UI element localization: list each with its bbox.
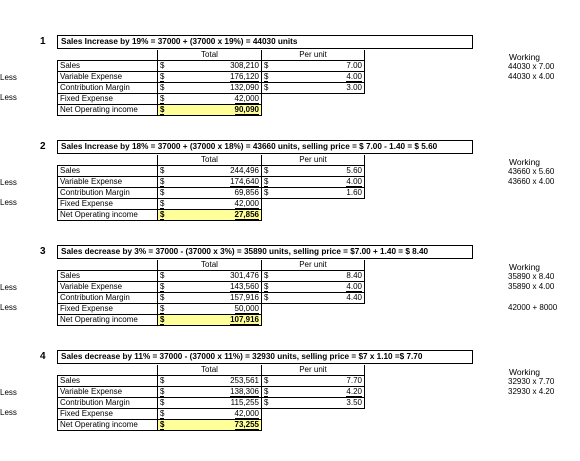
scenario-number: 1 <box>40 36 46 47</box>
per-unit-header: Per unit <box>262 155 365 166</box>
working-sales: 32930 x 7.70 <box>508 377 555 386</box>
row-label: Variable Expense <box>58 387 158 398</box>
total-header: Total <box>158 260 262 271</box>
working-header: Working <box>509 52 541 62</box>
working-header: Working <box>509 157 541 167</box>
total-cell: 244,496 <box>172 166 262 177</box>
less-label: Less <box>0 283 17 292</box>
per-unit-header: Per unit <box>262 50 365 61</box>
income-table: Total Per unit Sales $ 308,210 $ 7.00 Variable Expense $ 176,120 $ 4.00 Contribution Margin $ 132,090 $ 3.00 Fixed Expense $ 42,000 Net Operating income $ 90,090 <box>57 50 365 116</box>
row-label: Sales <box>58 166 158 177</box>
income-table: Total Per unit Sales $ 253,561 $ 7.70 Variable Expense $ 138,306 $ 4.20 Contribution Margin $ 115,255 $ 3.50 Fixed Expense $ 42,000 Net Operating income $ 73,255 <box>57 365 365 431</box>
row-label: Fixed Expense <box>58 94 158 105</box>
row-label: Fixed Expense <box>58 199 158 210</box>
per-unit-cell: 4.00 <box>346 177 362 186</box>
total-cell: 143,560 <box>230 282 259 291</box>
per-unit-cell: 3.50 <box>276 398 365 409</box>
row-label: Variable Expense <box>58 72 158 83</box>
working-sales: 43660 x 5.60 <box>508 167 555 176</box>
total-cell: 42,000 <box>234 409 259 418</box>
total-cell: 176,120 <box>230 72 259 81</box>
working-variable: 43660 x 4.00 <box>508 177 555 186</box>
less-label: Less <box>0 73 17 82</box>
total-cell: 69,856 <box>172 188 262 199</box>
row-label: Variable Expense <box>58 282 158 293</box>
per-unit-cell: 7.00 <box>276 61 365 72</box>
row-label: Sales <box>58 376 158 387</box>
total-cell: 308,210 <box>172 61 262 72</box>
row-label: Net Operating income <box>58 315 158 326</box>
row-label: Variable Expense <box>58 177 158 188</box>
per-unit-cell: 4.40 <box>276 293 365 304</box>
income-table: Total Per unit Sales $ 301,476 $ 8.40 Variable Expense $ 143,560 $ 4.00 Contribution Margin $ 157,916 $ 4.40 Fixed Expense $ 50,000 Net Operating income $ 107,916 <box>57 260 365 326</box>
total-cell: 253,561 <box>172 376 262 387</box>
row-label: Net Operating income <box>58 210 158 221</box>
total-cell: 42,000 <box>234 94 259 103</box>
per-unit-cell: 4.20 <box>346 387 362 396</box>
net-income-cell: 27,856 <box>235 210 259 221</box>
total-cell: 301,476 <box>172 271 262 282</box>
scenario-number: 2 <box>40 141 46 152</box>
total-cell: 174,640 <box>230 177 259 186</box>
total-header: Total <box>158 365 262 376</box>
working-header: Working <box>509 367 541 377</box>
total-cell: 157,916 <box>172 293 262 304</box>
working-fixed: 42000 + 8000 <box>508 303 558 312</box>
per-unit-cell: 1.60 <box>276 188 365 199</box>
scenario-number: 3 <box>40 246 46 257</box>
less-label: Less <box>0 93 17 102</box>
less-label: Less <box>0 408 17 417</box>
row-label: Sales <box>58 61 158 72</box>
scenario-title: Sales Increase by 19% = 37000 + (37000 x 19%) = 44030 units <box>57 35 473 49</box>
net-income-cell: 107,916 <box>230 315 259 326</box>
scenario-title: Sales Increase by 18% = 37000 + (37000 x 18%) = 43660 units, selling price = $ 7.00 - 1.40 = $ 5.60 <box>57 140 473 154</box>
scenario-title: Sales decrease by 11% = 37000 - (37000 x 11%) = 32930 units, selling price = $7 x 1.10 =$ 7.70 <box>57 350 473 364</box>
working-sales: 44030 x 7.00 <box>508 62 555 71</box>
row-label: Contribution Margin <box>58 398 158 409</box>
per-unit-cell: 3.00 <box>276 83 365 94</box>
row-label: Fixed Expense <box>58 304 158 315</box>
income-table: Total Per unit Sales $ 244,496 $ 5.60 Variable Expense $ 174,640 $ 4.00 Contribution Margin $ 69,856 $ 1.60 Fixed Expense $ 42,000 Net Operating income $ 27,856 <box>57 155 365 221</box>
net-income-cell: 90,090 <box>235 105 259 116</box>
less-label: Less <box>0 388 17 397</box>
per-unit-header: Per unit <box>262 260 365 271</box>
row-label: Fixed Expense <box>58 409 158 420</box>
working-header: Working <box>509 262 541 272</box>
total-cell: 42,000 <box>234 199 259 208</box>
per-unit-header: Per unit <box>262 365 365 376</box>
row-label: Sales <box>58 271 158 282</box>
less-label: Less <box>0 303 17 312</box>
total-cell: 138,306 <box>230 387 259 396</box>
per-unit-cell: 4.00 <box>346 72 362 81</box>
working-variable: 35890 x 4.00 <box>508 282 555 291</box>
working-variable: 44030 x 4.00 <box>508 72 555 81</box>
total-header: Total <box>158 155 262 166</box>
per-unit-cell: 4.00 <box>346 282 362 291</box>
total-cell: 132,090 <box>172 83 262 94</box>
row-label: Contribution Margin <box>58 188 158 199</box>
total-cell: 115,255 <box>172 398 262 409</box>
less-label: Less <box>0 178 17 187</box>
per-unit-cell: 8.40 <box>276 271 365 282</box>
working-variable: 32930 x 4.20 <box>508 387 555 396</box>
row-label: Net Operating income <box>58 420 158 431</box>
less-label: Less <box>0 198 17 207</box>
row-label: Contribution Margin <box>58 293 158 304</box>
row-label: Contribution Margin <box>58 83 158 94</box>
total-header: Total <box>158 50 262 61</box>
per-unit-cell: 7.70 <box>276 376 365 387</box>
working-sales: 35890 x 8.40 <box>508 272 555 281</box>
total-cell: 50,000 <box>234 304 259 313</box>
scenario-title: Sales decrease by 3% = 37000 - (37000 x 3%) = 35890 units, selling price = $7.00 + 1.40 = $ 8.40 <box>57 245 473 259</box>
net-income-cell: 73,255 <box>235 420 259 431</box>
row-label: Net Operating income <box>58 105 158 116</box>
scenario-number: 4 <box>40 351 46 362</box>
per-unit-cell: 5.60 <box>276 166 365 177</box>
